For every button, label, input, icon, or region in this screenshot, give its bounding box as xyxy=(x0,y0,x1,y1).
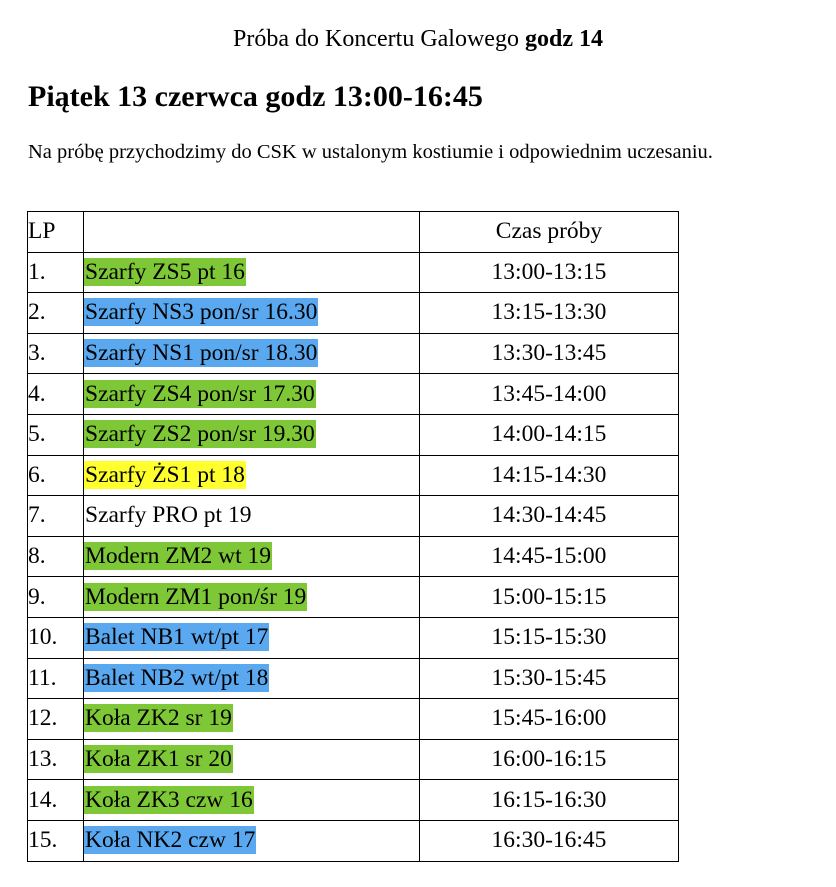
header-time: Czas próby xyxy=(420,212,679,253)
row-number: 13. xyxy=(28,739,84,780)
row-number: 11. xyxy=(28,658,84,699)
table-row xyxy=(28,374,679,415)
table-row xyxy=(28,414,679,455)
header-lp: LP xyxy=(28,212,84,253)
rehearsal-time: 15:45-16:00 xyxy=(420,699,679,740)
rehearsal-time: 14:15-14:30 xyxy=(420,455,679,496)
group-name: Szarfy ZS2 pon/sr 19.30 xyxy=(85,421,315,448)
row-number: 4. xyxy=(28,374,84,415)
row-number: 2. xyxy=(28,293,84,334)
schedule-body xyxy=(28,212,679,862)
group-name: Modern ZM2 wt 19 xyxy=(85,543,272,570)
group-cell xyxy=(84,658,420,699)
row-number: 15. xyxy=(28,820,84,861)
group-name: Balet NB2 wt/pt 18 xyxy=(85,664,269,691)
table-row xyxy=(28,780,679,821)
group-cell xyxy=(84,820,420,861)
group-cell xyxy=(84,333,420,374)
group-name: Koła ZK2 sr 19 xyxy=(85,705,232,732)
rehearsal-time: 16:15-16:30 xyxy=(420,780,679,821)
rehearsal-time: 16:30-16:45 xyxy=(420,820,679,861)
rehearsal-time: 14:00-14:15 xyxy=(420,414,679,455)
group-cell xyxy=(84,536,420,577)
group-cell xyxy=(84,577,420,618)
title-text: Próba do Koncertu Galowego xyxy=(233,26,519,52)
table-row xyxy=(28,617,679,658)
rehearsal-date-heading: Piątek 13 czerwca godz 13:00-16:45 xyxy=(28,80,483,113)
group-cell xyxy=(84,293,420,334)
group-name: Szarfy ZS5 pt 16 xyxy=(85,258,245,285)
title-time: godz 14 xyxy=(524,26,603,52)
group-name: Szarfy ZS4 pon/sr 17.30 xyxy=(85,380,315,407)
row-number: 3. xyxy=(28,333,84,374)
rehearsal-time: 14:30-14:45 xyxy=(420,496,679,537)
table-row xyxy=(28,658,679,699)
group-cell xyxy=(84,252,420,293)
group-name: Szarfy PRO pt 19 xyxy=(85,502,252,529)
header-name xyxy=(84,212,420,253)
rehearsal-notice: Na próbę przychodzimy do CSK w ustalonym kostiumie i odpowiednim uczesaniu. xyxy=(28,141,713,163)
document-title xyxy=(0,24,836,54)
group-cell xyxy=(84,414,420,455)
row-number: 14. xyxy=(28,780,84,821)
group-cell xyxy=(84,739,420,780)
table-row xyxy=(28,455,679,496)
row-number: 7. xyxy=(28,496,84,537)
row-number: 8. xyxy=(28,536,84,577)
rehearsal-time: 13:45-14:00 xyxy=(420,374,679,415)
table-row xyxy=(28,252,679,293)
group-cell xyxy=(84,374,420,415)
table-row xyxy=(28,293,679,334)
table-row xyxy=(28,577,679,618)
rehearsal-time: 13:15-13:30 xyxy=(420,293,679,334)
rehearsal-time: 15:15-15:30 xyxy=(420,617,679,658)
group-name: Koła ZK3 czw 16 xyxy=(85,786,253,813)
rehearsal-time: 15:00-15:15 xyxy=(420,577,679,618)
rehearsal-time: 16:00-16:15 xyxy=(420,739,679,780)
group-name: Szarfy NS3 pon/sr 16.30 xyxy=(85,299,318,326)
group-name: Szarfy NS1 pon/sr 18.30 xyxy=(85,340,318,367)
row-number: 10. xyxy=(28,617,84,658)
group-name: Szarfy ŻS1 pt 18 xyxy=(85,461,245,488)
rehearsal-time: 13:30-13:45 xyxy=(420,333,679,374)
group-cell xyxy=(84,699,420,740)
table-row xyxy=(28,699,679,740)
group-name: Modern ZM1 pon/śr 19 xyxy=(85,583,307,610)
table-header-row xyxy=(28,212,679,253)
rehearsal-time: 15:30-15:45 xyxy=(420,658,679,699)
rehearsal-time: 14:45-15:00 xyxy=(420,536,679,577)
group-cell xyxy=(84,617,420,658)
row-number: 6. xyxy=(28,455,84,496)
group-cell xyxy=(84,780,420,821)
group-cell xyxy=(84,455,420,496)
table-row xyxy=(28,536,679,577)
rehearsal-time: 13:00-13:15 xyxy=(420,252,679,293)
group-name: Balet NB1 wt/pt 17 xyxy=(85,624,269,651)
group-cell xyxy=(84,496,420,537)
group-name: Koła ZK1 sr 20 xyxy=(85,746,232,773)
row-number: 12. xyxy=(28,699,84,740)
rehearsal-schedule-table xyxy=(27,211,679,862)
row-number: 5. xyxy=(28,414,84,455)
table-row xyxy=(28,739,679,780)
table-row xyxy=(28,820,679,861)
row-number: 9. xyxy=(28,577,84,618)
table-row xyxy=(28,333,679,374)
group-name: Koła NK2 czw 17 xyxy=(85,827,256,854)
table-row xyxy=(28,496,679,537)
row-number: 1. xyxy=(28,252,84,293)
